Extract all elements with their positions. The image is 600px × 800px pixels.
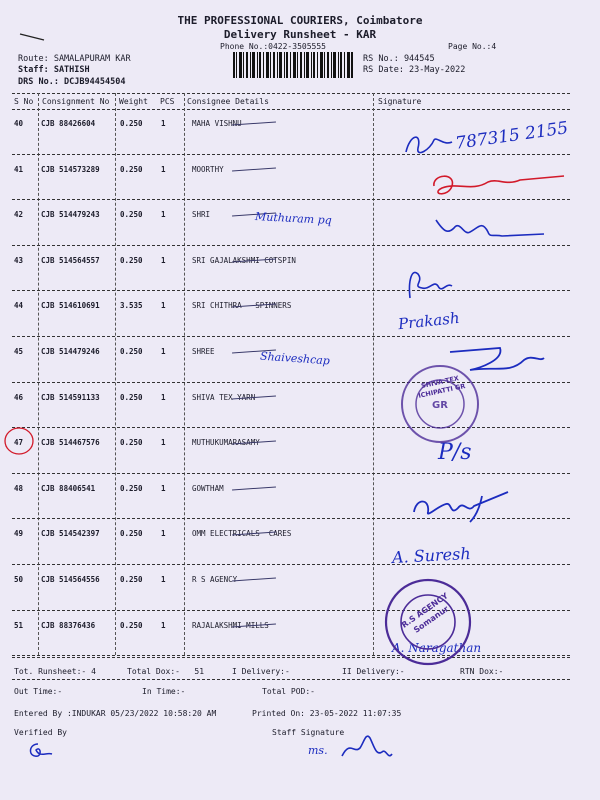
- i-delivery: I Delivery:-: [232, 667, 290, 676]
- signature-naragathan: A. Naragathan: [392, 641, 482, 655]
- drs-number: DRS No.: DCJB94454504: [18, 77, 126, 87]
- row-consignee: MAHA VISHNU: [192, 119, 242, 128]
- rs-agency-stamp-text: R.S AGENCY Somanur: [399, 591, 451, 635]
- row-pcs: 1: [161, 210, 166, 220]
- page-number: Page No.:4: [448, 42, 497, 51]
- printed-on: Printed On: 23-05-2022 11:07:35: [252, 709, 402, 718]
- row-sno: 40: [14, 119, 24, 128]
- row-consignment-no: CJB 514467576: [41, 438, 100, 448]
- row-weight: 0.250: [120, 255, 143, 265]
- row-divider: [12, 427, 570, 428]
- row-weight: 0.250: [120, 210, 143, 220]
- row-sno: 50: [14, 575, 24, 584]
- signature-prakash: Prakash: [397, 308, 461, 334]
- row-sno: 47: [14, 438, 24, 448]
- col-header-pcs: PCS: [160, 97, 175, 106]
- row-pcs: 1: [161, 438, 166, 448]
- row-consignee: MUTHUKUMARASAMY: [192, 438, 260, 448]
- rs-number: RS No.: 944545: [363, 54, 435, 64]
- signature-ps: P/s: [438, 440, 472, 465]
- table-bottom-rule: [12, 657, 570, 658]
- row-pcs: 1: [161, 529, 166, 539]
- verified-by: Verified By: [14, 728, 67, 737]
- row-consignee: SHIVA TEX YARN: [192, 392, 256, 402]
- col-header-sno: S No: [14, 97, 34, 106]
- col-header-weight: Weight: [119, 97, 148, 106]
- row-consignment-no: CJB 514564557: [41, 255, 100, 265]
- footer-rule: [12, 679, 570, 680]
- row-pcs: 1: [161, 392, 166, 402]
- row-consignee: SRI CHITHRA SPINNERS: [192, 301, 292, 311]
- total-runsheet: Tot. Runsheet:- 4: [14, 667, 96, 676]
- row-consignment-no: CJB 514591133: [41, 392, 100, 402]
- row-weight: 0.250: [120, 347, 143, 356]
- row-consignee: GOWTHAM: [192, 483, 224, 493]
- signature-scribble-48: [408, 486, 518, 526]
- col-divider: [38, 93, 39, 655]
- barcode-icon: [233, 52, 353, 78]
- row-weight: 0.250: [120, 483, 143, 493]
- col-header-consignee: Consignee Details: [187, 97, 269, 106]
- row-sno: 51: [14, 620, 24, 630]
- row-divider: [12, 290, 570, 291]
- consignee-pen-stroke: [232, 486, 276, 490]
- col-divider: [373, 93, 374, 655]
- row-pcs: 1: [161, 301, 166, 311]
- row-consignee: OMM ELECTRICALS CARES: [192, 529, 292, 539]
- shiva-tex-stamp-text: SHIVA TEX ICHIPATTI GR: [417, 374, 467, 400]
- signature-scribble-42: [430, 210, 550, 248]
- row-sno: 45: [14, 347, 24, 356]
- signature-scribble-43: [402, 262, 462, 302]
- row-consignment-no: CJB 514479243: [41, 210, 100, 220]
- col-divider: [115, 93, 116, 655]
- row-sno: 42: [14, 210, 24, 220]
- rtn-dox: RTN Dox:-: [460, 667, 504, 676]
- phone-number: Phone No.:0422-3505555: [220, 42, 326, 51]
- row-consignment-no: CJB 88376436: [41, 620, 96, 630]
- col-header-consignment: Consignment No: [42, 97, 110, 106]
- row-consignment-no: CJB 514610691: [41, 301, 100, 311]
- route-label: Route: SAMALAPURAM KAR: [18, 54, 131, 64]
- handwritten-phone-note: 787315 2155: [454, 118, 570, 154]
- row-consignee: MOORTHY: [192, 164, 224, 174]
- row-divider: [12, 473, 570, 474]
- row-consignee: RAJALAKSHMI MILLS: [192, 620, 269, 630]
- pen-mark-icon: [18, 30, 48, 44]
- row-divider: [12, 154, 570, 155]
- company-title: THE PROFESSIONAL COURIERS, Coimbatore: [177, 14, 423, 27]
- row-consignee: SHREE: [192, 347, 215, 356]
- svg-text:GR: GR: [432, 400, 448, 411]
- row-consignee: R S AGENCY: [192, 575, 238, 584]
- out-time: Out Time:-: [14, 687, 63, 696]
- row-consignee: SRI GAJALAKSHMI COTSPIN: [192, 255, 296, 265]
- row-consignment-no: CJB 514479246: [41, 347, 100, 356]
- consignee-pen-stroke: [232, 167, 276, 171]
- row-pcs: 1: [161, 164, 166, 174]
- row-consignment-no: CJB 88406541: [41, 483, 96, 493]
- row-sno: 41: [14, 164, 24, 174]
- row-sno: 48: [14, 483, 24, 493]
- row-divider: [12, 610, 570, 611]
- row-weight: 0.250: [120, 438, 143, 448]
- row-sno: 43: [14, 255, 24, 265]
- table-top-rule: [12, 93, 570, 94]
- entered-by: Entered By :INDUKAR 05/23/2022 10:58:20 AM: [14, 709, 217, 718]
- consignee-pen-stroke: [232, 577, 276, 581]
- signature-scribble-41-red: [428, 164, 568, 204]
- staff-signature-prefix: ms.: [308, 744, 328, 757]
- signature-suresh: A. Suresh: [391, 543, 472, 568]
- staff-label: Staff: SATHISH: [18, 65, 90, 75]
- row-weight: 0.250: [120, 620, 143, 630]
- row-divider: [12, 336, 570, 337]
- row-sno: 44: [14, 301, 24, 311]
- row-sno: 46: [14, 392, 24, 402]
- row-sno: 49: [14, 529, 24, 539]
- row-pcs: 1: [161, 575, 166, 584]
- row-pcs: 1: [161, 483, 166, 493]
- ii-delivery: II Delivery:-: [342, 667, 405, 676]
- row-consignee: SHRI: [192, 210, 211, 220]
- row-pcs: 1: [161, 255, 166, 265]
- in-time: In Time:-: [142, 687, 186, 696]
- row-consignment-no: CJB 88426604: [41, 119, 96, 128]
- row-weight: 0.250: [120, 164, 143, 174]
- row-weight: 3.535: [120, 301, 143, 311]
- row-weight: 0.250: [120, 575, 143, 584]
- row-pcs: 1: [161, 620, 166, 630]
- row-weight: 0.250: [120, 392, 143, 402]
- row-pcs: 1: [161, 347, 166, 356]
- row-consignment-no: CJB 514564556: [41, 575, 100, 584]
- total-pod: Total POD:-: [262, 687, 315, 696]
- row-weight: 0.250: [120, 119, 143, 128]
- total-dox: Total Dox:- 51: [127, 667, 205, 676]
- col-divider: [184, 93, 185, 655]
- table-header-rule: [12, 109, 570, 110]
- verified-by-signature: [22, 736, 72, 762]
- signature-scribble-40: [400, 128, 460, 162]
- row-consignment-no: CJB 514573289: [41, 164, 100, 174]
- row-pcs: 1: [161, 119, 166, 128]
- handwritten-name-note: Muthuram pq: [254, 210, 333, 227]
- row-consignment-no: CJB 514542397: [41, 529, 100, 539]
- staff-signature-scribble: [336, 726, 398, 768]
- row-divider: [12, 564, 570, 565]
- sheet-title: Delivery Runsheet - KAR: [223, 28, 377, 41]
- col-header-signature: Signature: [378, 97, 422, 106]
- row-weight: 0.250: [120, 529, 143, 539]
- rs-date: RS Date: 23-May-2022: [363, 65, 466, 75]
- staff-signature-label: Staff Signature: [272, 728, 345, 737]
- handwritten-shree-note: Shaiveshcap: [259, 349, 331, 368]
- red-circle-mark-icon: [2, 424, 36, 458]
